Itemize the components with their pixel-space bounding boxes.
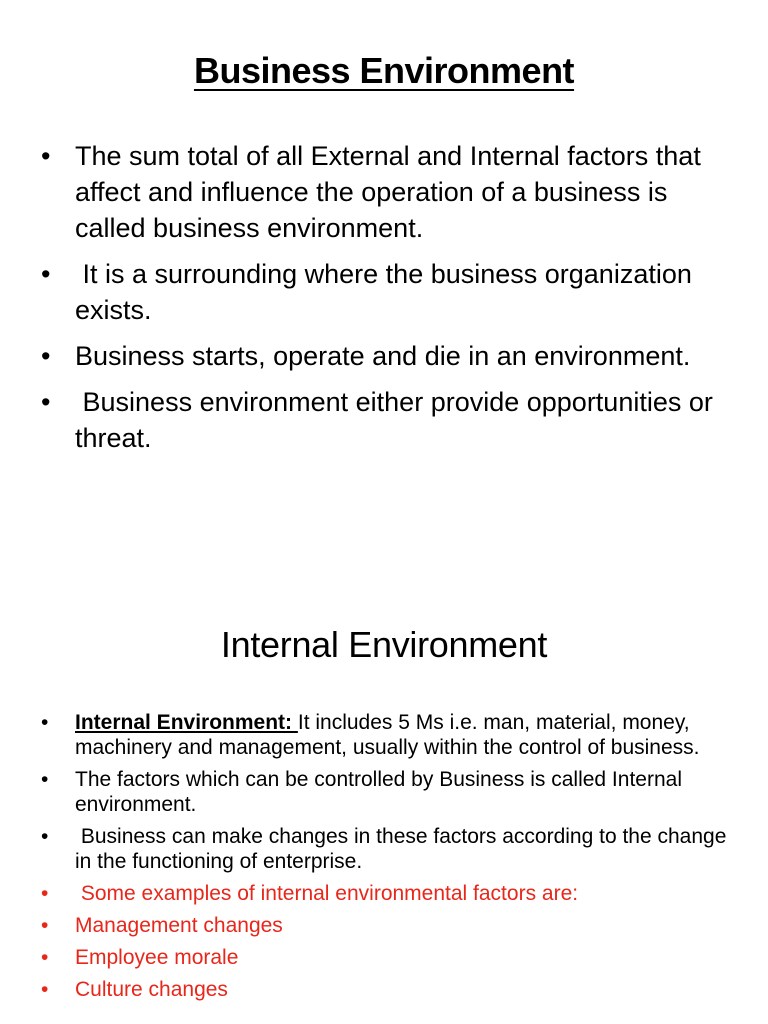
list-item: • The sum total of all External and Internal factors that affect and influence the operation of a business is called business environment. <box>41 141 701 243</box>
slide-internal-environment <box>0 560 768 1024</box>
list-item: • Employee morale <box>41 946 239 969</box>
list-item: • It is a surrounding where the business organization exists. <box>41 259 700 325</box>
list-item: • Culture changes <box>41 978 228 1001</box>
list-item: • Some examples of internal environmental factors are: <box>41 882 579 905</box>
list-item: • The factors which can be controlled by Business is called Internal environment. <box>41 768 682 816</box>
list-item: • Business environment either provide opportunities or threat. <box>41 387 721 453</box>
list-item: • Business starts, operate and die in an environment. <box>41 341 691 371</box>
bullet-list <box>41 138 741 466</box>
slide-title: Business Environment <box>193 50 575 91</box>
list-item: • Management changes <box>41 914 283 937</box>
slide-title: Internal Environment <box>220 624 548 665</box>
list-item: • Internal Environment: It includes 5 Ms i.e. man, material, money, machinery and management, usually within the control of business. <box>41 711 700 759</box>
list-item: • Business can make changes in these factors according to the change in the functioning of enterprise. <box>41 825 733 873</box>
bullet-list <box>41 710 741 1009</box>
bullet-lead: Internal Environment: <box>75 711 298 734</box>
